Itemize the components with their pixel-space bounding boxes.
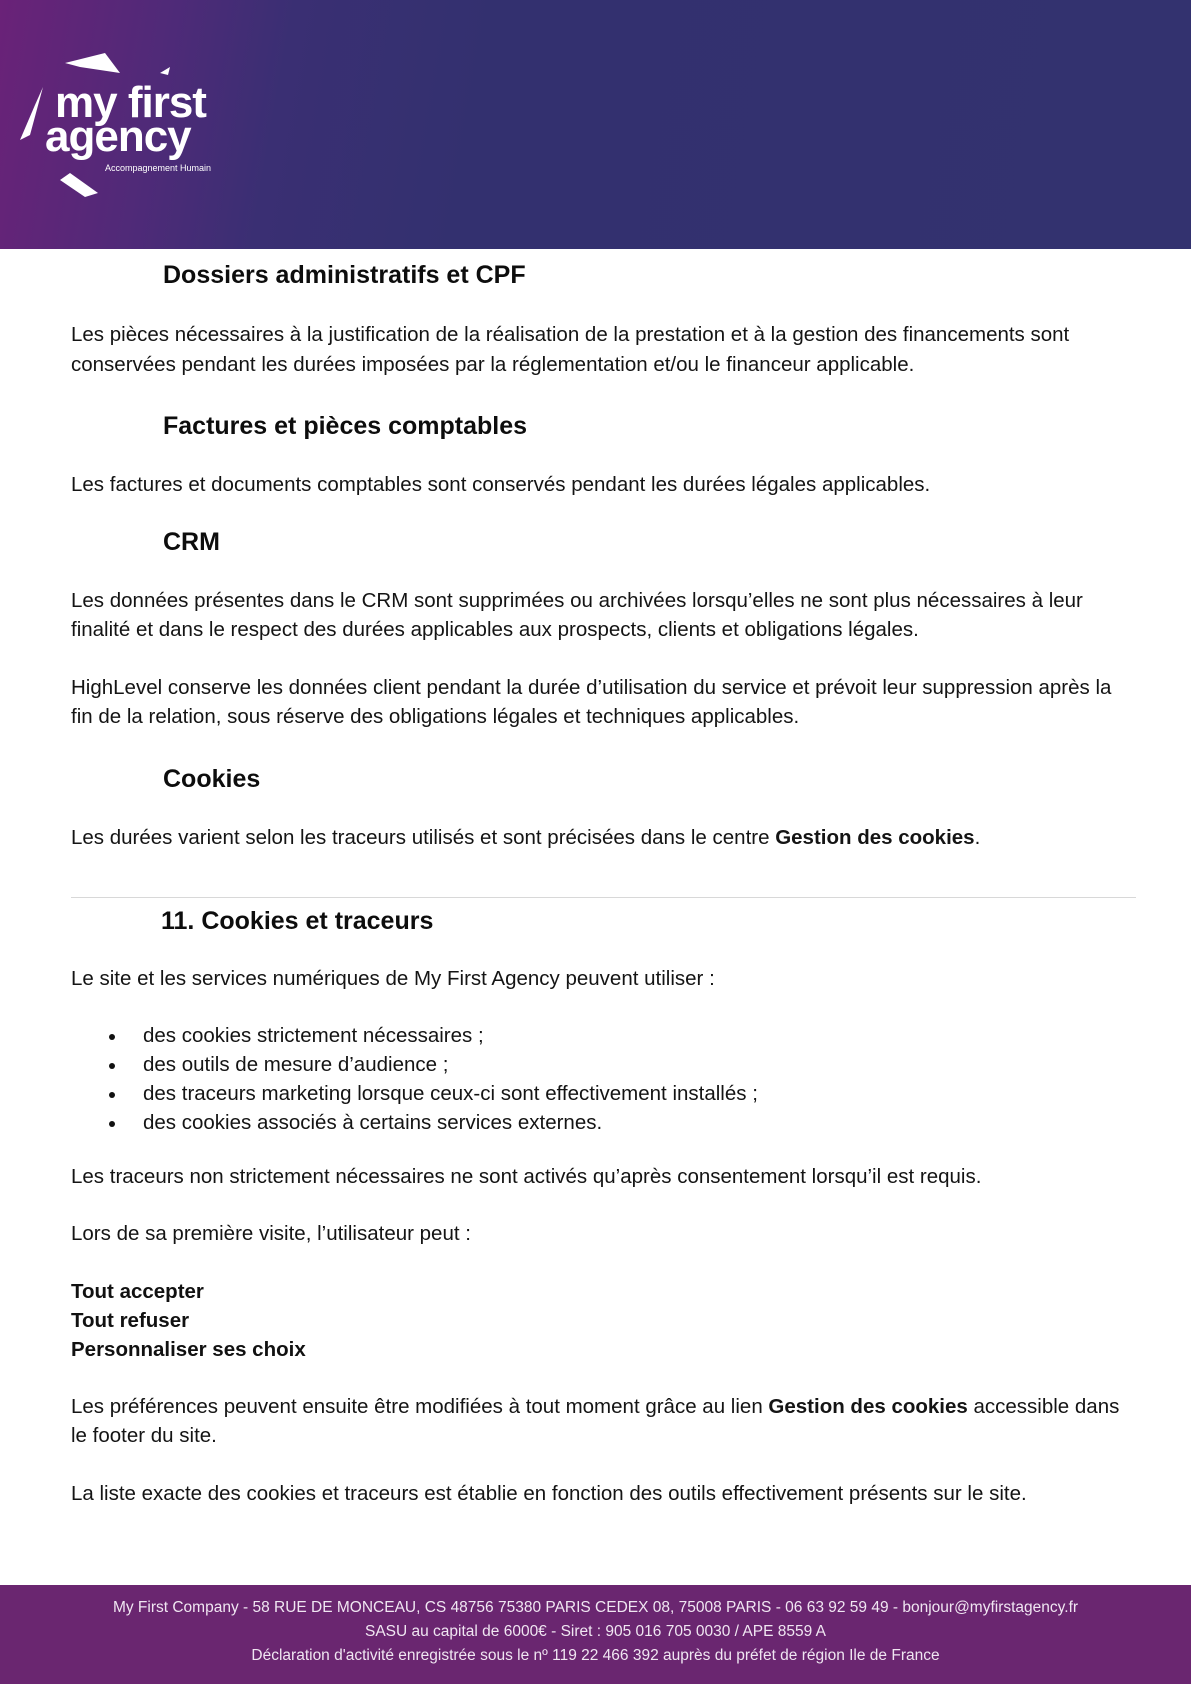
page-footer — [0, 1585, 1191, 1684]
preferences-text-end: accessible dans le footer du site. — [71, 1394, 1120, 1447]
cookies-management-label: Gestion des cookies — [775, 825, 975, 849]
paragraph-factures: Les factures et documents comptables sont conservés pendant les durées légales applicables. — [71, 473, 931, 496]
paragraph-cookies — [71, 823, 1136, 853]
paragraph-crm-2: HighLevel conserve les données client pendant la durée d’utilisation du service et prévoit leur suppression après la fin de la relation, sous réserve des obligations légales et techniques applicables. — [71, 675, 1112, 728]
logo-text-line2: agency — [45, 112, 191, 161]
list-item: des cookies associés à certains services externes. — [71, 1108, 1136, 1137]
section-title-traceurs: 11. Cookies et traceurs — [161, 907, 434, 935]
cookies-text-end: . — [974, 825, 981, 849]
section-title-crm: CRM — [163, 527, 220, 556]
section-divider — [71, 897, 1136, 898]
section-title-factures: Factures et pièces comptables — [163, 412, 528, 440]
list-item: des outils de mesure d’audience ; — [71, 1050, 1136, 1079]
footer-address: My First Company - 58 RUE DE MONCEAU, CS 48756 75380 PARIS CEDEX 08, 75008 PARIS - 06 63 92 59 49 - bonjour@myfirstagency.fr — [112, 1599, 1079, 1616]
page-header — [0, 0, 1191, 249]
logo-tagline: Accompagnement Humain — [105, 163, 212, 173]
list-item: des traceurs marketing lorsque ceux-ci sont effectivement installés ; — [71, 1079, 1136, 1108]
cookies-text: Les durées varient selon les traceurs utilisés et sont précisées dans le centre — [71, 825, 776, 849]
preferences-text: Les préférences peuvent ensuite être modifiées à tout moment grâce au lien — [71, 1394, 769, 1418]
document-body — [71, 250, 1136, 1508]
paragraph-traceurs-intro: Le site et les services numériques de My First Agency peuvent utiliser : — [71, 967, 715, 990]
footer-declaration: Déclaration d'activité enregistrée sous le nº 119 22 466 392 auprès du préfet de région Ile de France — [251, 1647, 940, 1664]
paragraph-dossiers: Les pièces nécessaires à la justification de la réalisation de la prestation et à la gestion des financements sont conservées pendant les durées imposées par la réglementation et/ou le financeur applicable. — [71, 323, 1070, 376]
footer-legal: SASU au capital de 6000€ - Siret : 905 016 705 0030 / APE 8559 A — [364, 1623, 827, 1640]
cookies-list — [71, 1021, 1136, 1137]
paragraph-list: La liste exacte des cookies et traceurs est établie en fonction des outils effectivement présents sur le site. — [71, 1481, 1027, 1505]
paragraph-crm-1: Les données présentes dans le CRM sont supprimées ou archivées lorsqu’elles ne sont plus nécessaires à leur finalité et dans le respect des durées applicables aux prospects, clients et obligations légales. — [71, 588, 1083, 641]
preferences-link-label: Gestion des cookies — [768, 1394, 968, 1418]
paragraph-consent: Les traceurs non strictement nécessaires ne sont activés qu’après consentement lorsqu’il est requis. — [71, 1164, 982, 1188]
consent-options — [71, 1277, 1136, 1364]
option-customize: Personnaliser ses choix — [71, 1337, 306, 1361]
section-title-cookies: Cookies — [163, 764, 261, 793]
paragraph-preferences — [71, 1392, 1136, 1451]
option-accept-all: Tout accepter — [71, 1279, 204, 1303]
paragraph-first-visit: Lors de sa première visite, l’utilisateur peut : — [71, 1222, 471, 1245]
section-title-dossiers: Dossiers administratifs et CPF — [163, 261, 526, 289]
logo-text-line1: my first — [55, 78, 206, 127]
list-item: des cookies strictement nécessaires ; — [71, 1021, 1136, 1050]
company-logo — [10, 45, 250, 205]
option-refuse-all: Tout refuser — [71, 1308, 190, 1332]
